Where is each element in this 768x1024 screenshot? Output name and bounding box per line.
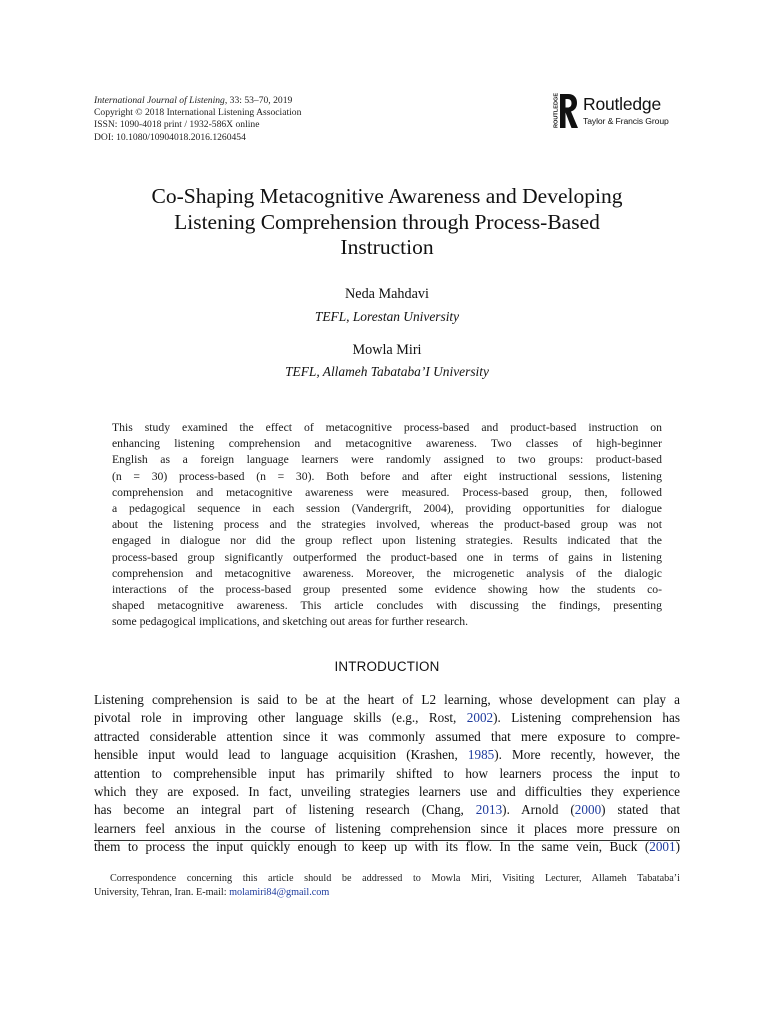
footnote-line: Correspondence concerning this article should be addressed to Mowla Miri, Visiting Lecturer, Allameh Tabataba’i [110, 873, 680, 884]
email-link[interactable]: molamiri84@gmail.com [229, 886, 330, 898]
publisher-logo[interactable] [552, 93, 692, 133]
author-name: Neda Mahdavi [345, 286, 429, 302]
abstract-line: comprehension and metacognitive awareness. Moreover, the microgenetic analysis of the dialogic [112, 566, 662, 580]
body-line: attracted considerable attention since it was commonly assumed that mere exposure to compre- [94, 728, 680, 744]
body-line: attention to comprehensible input has primarily shifted to how learners process the input to [94, 765, 680, 781]
routledge-r-icon [552, 93, 578, 129]
author-affiliation: TEFL, Lorestan University [314, 309, 460, 324]
abstract-line: interactions of the process-based group presented some evidence showing how the students co- [112, 583, 662, 597]
body-line: has become an integral part of listening research (Chang, 2013). Arnold (2000) stated that [94, 802, 680, 818]
abstract-line: engaged in dialogue nor did the group reflect upon listening strategies. Results indicated that the [112, 534, 662, 548]
journal-header [94, 95, 301, 144]
journal-citation: International Journal of Listening, 33: 53–70, 2019 [94, 95, 293, 106]
section-heading: INTRODUCTION [334, 659, 440, 674]
abstract-line: shaped metacognitive awareness. This article concludes with discussing the findings, presenting [112, 599, 662, 613]
body-line: them to process the input quickly enough to keep up with its flow. In the same vein, Buck (2001) [94, 839, 680, 855]
abstract-line: (n = 30) process-based (n = 30). Both before and after eight instructional sessions, listening [112, 469, 662, 483]
citation-link[interactable]: 2001 [649, 839, 676, 855]
abstract-line: a pedagogical sequence in each session (Vandergrift, 2004), providing opportunities for dialogue [112, 502, 662, 516]
abstract-line: This study examined the effect of metacognitive process-based and product-based instruction on [112, 421, 662, 434]
body-line: which they are exposed. In fact, unveiling strategies learners use and difficulties they experience [94, 784, 680, 800]
article-title [94, 184, 680, 261]
citation-link[interactable]: 1985 [467, 747, 495, 763]
author-name: Mowla Miri [352, 342, 422, 358]
abstract [112, 420, 662, 631]
abstract-line: English as a foreign language learners were randomly assigned to two groups: product-based [112, 453, 662, 467]
correspondence-footnote [94, 872, 680, 900]
footnote-line: University, Tehran, Iran. E-mail: molamiri84@gmail.com [94, 886, 330, 898]
journal-name: International Journal of Listening [94, 95, 225, 106]
body-line: Listening comprehension is said to be at the heart of L2 learning, whose development can play a [94, 692, 680, 707]
footnote-divider [94, 840, 680, 841]
title-line: Co-Shaping Metacognitive Awareness and Developing [151, 184, 623, 208]
body-line: pivotal role in improving other language skills (e.g., Rost, 2002). Listening comprehension has [94, 710, 680, 726]
abstract-line: about the listening process and the strategies involved, whereas the product-based group was not [112, 518, 662, 532]
publisher-name: Routledge [583, 94, 661, 114]
body-line: learners feel anxious in the course of listening comprehension since it places more pressure on [94, 820, 680, 836]
copyright-line: Copyright © 2018 International Listening Association [94, 107, 302, 119]
body-line: hensible input would lead to language acquisition (Krashen, 1985). More recently, however, the [94, 747, 680, 763]
logo-vertical-text: ROUTLEDGE [553, 93, 560, 128]
doi-line[interactable]: DOI: 10.1080/10904018.2016.1260454 [94, 131, 246, 143]
title-line: Instruction [340, 235, 434, 259]
abstract-line: comprehension and metacognitive awareness were measured. Process-based group, then, followed [112, 485, 662, 499]
abstract-line: some pedagogical implications, and sketching out areas for further research. [112, 615, 469, 629]
issn-line: ISSN: 1090-4018 print / 1932-586X online [94, 119, 260, 131]
publisher-group: Taylor & Francis Group [583, 116, 669, 126]
citation-link[interactable]: 2000 [574, 802, 602, 818]
citation-link[interactable]: 2013 [475, 802, 503, 818]
abstract-line: enhancing listening comprehension and metacognitive awareness. Two classes of high-beginner [112, 437, 662, 451]
title-line: Listening Comprehension through Process-Based [174, 209, 600, 234]
abstract-line: process-based group significantly outperformed the product-based one in terms of gains in listening [112, 550, 662, 564]
introduction-paragraph [94, 691, 680, 857]
author-affiliation: TEFL, Allameh Tabataba’I University [285, 364, 489, 379]
citation-link[interactable]: 2002 [466, 710, 494, 726]
